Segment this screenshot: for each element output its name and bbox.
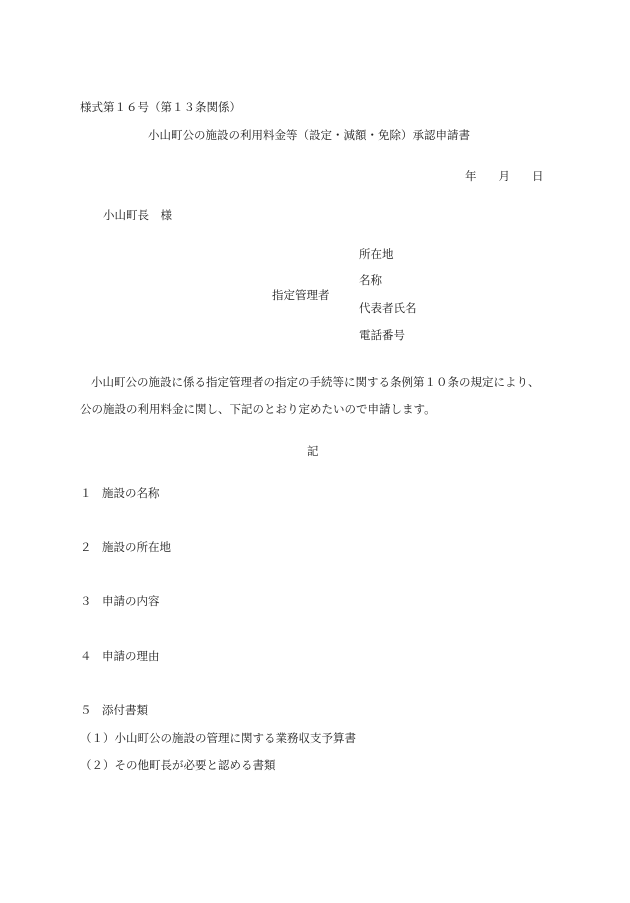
field-representative: 代表者氏名 (359, 301, 417, 315)
item-number: １ (80, 486, 92, 500)
body-text-line-1: 小山町公の施設に係る指定管理者の指定の手続等に関する条例第１０条の規定により、 (91, 375, 540, 389)
item-number: ５ (80, 703, 92, 717)
list-item (80, 593, 160, 609)
item-number: ４ (80, 649, 92, 663)
item-label: 申請の内容 (102, 594, 160, 608)
document-title: 小山町公の施設の利用料金等（設定・減額・免除）承認申請書 (148, 128, 470, 142)
item-label: 施設の所在地 (102, 540, 171, 554)
date-year-label: 年 (465, 169, 477, 183)
date-month-label: 月 (498, 169, 510, 183)
date-day-label: 日 (532, 169, 544, 183)
designated-manager-label: 指定管理者 (272, 288, 330, 302)
field-phone: 電話番号 (359, 328, 405, 342)
item-label: 申請の理由 (102, 649, 160, 663)
item-label: 添付書類 (102, 703, 148, 717)
list-item (80, 539, 171, 555)
attachment-item: （２）その他町長が必要と認める書類 (80, 758, 276, 772)
addressee: 小山町長 様 (103, 208, 172, 222)
field-address: 所在地 (359, 247, 394, 261)
body-text-line-2: 公の施設の利用料金に関し、下記のとおり定めたいので申請します。 (80, 402, 436, 416)
item-number: ２ (80, 540, 92, 554)
item-number: ３ (80, 594, 92, 608)
list-item (80, 702, 148, 718)
field-name: 名称 (359, 273, 382, 287)
item-label: 施設の名称 (102, 486, 160, 500)
attachment-item: （１）小山町公の施設の管理に関する業務収支予算書 (80, 731, 356, 745)
list-item (80, 485, 160, 501)
form-number: 様式第１６号（第１３条関係） (80, 100, 241, 114)
ki-heading: 記 (307, 444, 319, 458)
date-line (465, 168, 544, 184)
list-item (80, 648, 160, 664)
